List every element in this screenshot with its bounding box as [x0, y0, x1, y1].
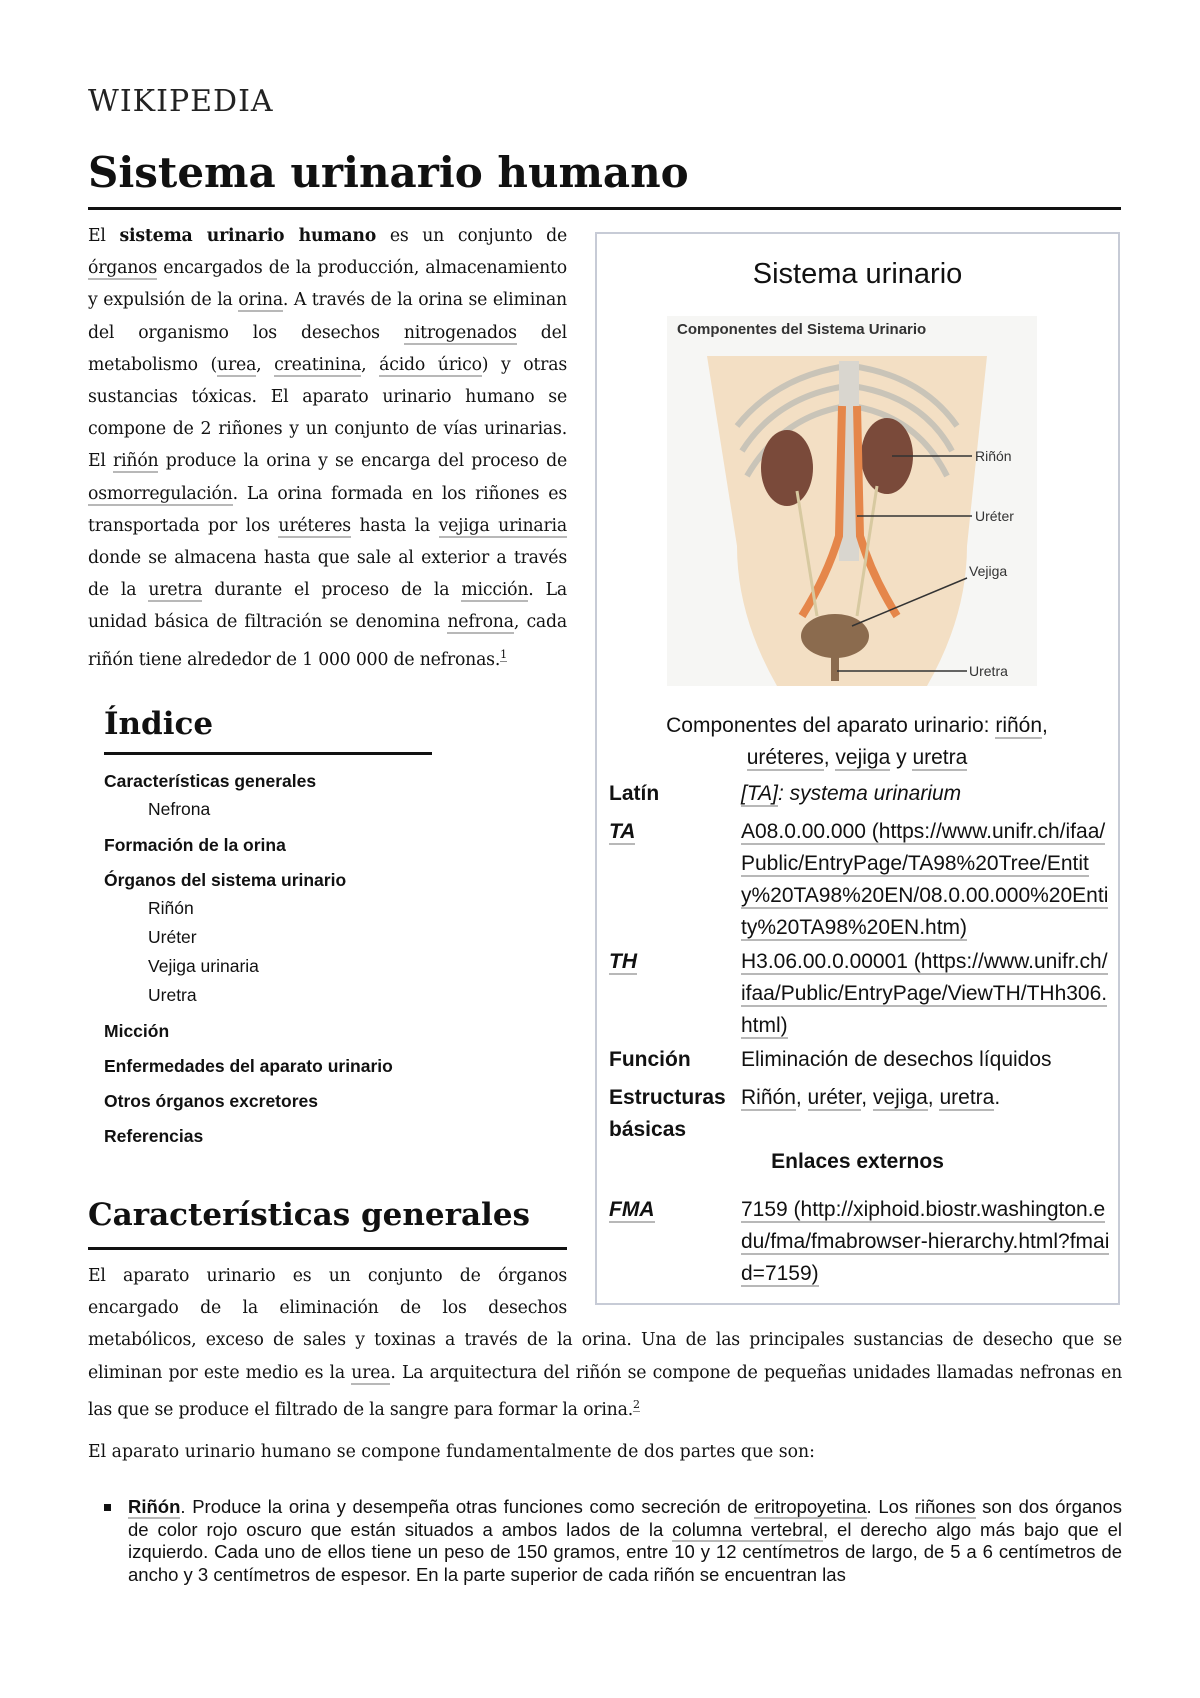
list-item: Riñón. Produce la orina y desempeña otras funciones como secreción de eritropoyetina. Los riñones son dos órganos de color rojo oscuro que están situados a ambos lados de la columna vertebral, el derecho algo más bajo que el izquierdo. Cada uno de ellos tiene un peso de 150 gramos, entre 10 y 12 centímetros de largo, de 5 a 6 centímetros de ancho y 3 centímetros de espesor. En la parte superior de cada riñón se encuentran las: [104, 1496, 1122, 1586]
caption-link-ureteres[interactable]: uréteres: [746, 746, 824, 769]
link-eritropoyetina[interactable]: eritropoyetina: [754, 1496, 867, 1517]
estr-link-uretra[interactable]: uretra: [939, 1086, 995, 1109]
link-organos[interactable]: órganos: [88, 258, 158, 279]
row-value-latin: [TA]: systema urinarium: [741, 782, 962, 805]
row-value-th[interactable]: H3.06.00.0.00001 (https://www.unifr.ch/ifaa/Public/EntryPage/ViewTH/THh306.html): [741, 950, 1108, 1037]
row-value-ta[interactable]: A08.0.00.000 (https://www.unifr.ch/ifaa/Public/EntryPage/TA98%20Tree/Entity%20TA98%20EN/08.0.00.000%20Entity%20TA98%20EN.htm): [741, 820, 1109, 939]
row-key-funcion: Función: [609, 1048, 691, 1071]
infobox-caption: Componentes del aparato urinario: riñón, uréteres, vejiga y uretra: [666, 714, 1048, 769]
link-miccion[interactable]: micción: [461, 580, 529, 601]
toc-item-vejiga[interactable]: Vejiga urinaria: [148, 956, 259, 976]
label-uretra: Uretra: [969, 663, 1008, 679]
toc-item-nefrona[interactable]: Nefrona: [148, 799, 211, 819]
toc-item-uretra[interactable]: Uretra: [148, 985, 197, 1005]
link-rinon-bold[interactable]: Riñón: [128, 1496, 181, 1517]
link-rinones[interactable]: riñones: [914, 1496, 976, 1517]
row-key-latin: Latín: [609, 782, 660, 805]
caption-link-uretra[interactable]: uretra: [912, 746, 968, 769]
link-vejiga-urinaria[interactable]: vejiga urinaria: [438, 515, 567, 536]
label-vejiga: Vejiga: [969, 563, 1008, 579]
reference-2[interactable]: 2: [633, 1397, 640, 1411]
toc-item-ureter[interactable]: Uréter: [148, 927, 197, 947]
label-rinon: Riñón: [975, 448, 1012, 464]
link-columna-vertebral[interactable]: columna vertebral: [672, 1518, 823, 1540]
toc-item-otros-organos[interactable]: Otros órganos excretores: [104, 1091, 318, 1111]
row-value-fma[interactable]: 7159 (http://xiphoid.biostr.washington.edu/fma/fmabrowser-hierarchy.html?fmaid=7159): [741, 1198, 1110, 1285]
row-key-ta[interactable]: TA: [609, 820, 636, 843]
link-urea[interactable]: urea: [217, 354, 257, 375]
estr-link-rinon[interactable]: Riñón: [741, 1086, 796, 1109]
infobox-external-links-heading: Enlaces externos: [771, 1150, 944, 1173]
page-title: Sistema urinario humano: [88, 148, 689, 197]
row-value-funcion: Eliminación de desechos líquidos: [741, 1048, 1052, 1071]
toc-item-organos[interactable]: Órganos del sistema urinario: [104, 870, 347, 890]
link-urea-2[interactable]: urea: [351, 1362, 391, 1383]
toc-item-rinon[interactable]: Riñón: [148, 898, 194, 918]
label-ureter: Uréter: [975, 508, 1014, 524]
link-nefrona[interactable]: nefrona: [447, 612, 514, 633]
lead-paragraph: El sistema urinario humano es un conjunto de órganos encargados de la producción, almacenamiento y expulsión de la orina. A través de la orina se eliminan del organismo los desechos nitrogenados del metabolismo (urea, creatinina, ácido úrico) y otras sustancias tóxicas. El aparato urinario humano se compone de 2 riñones y un conjunto de vías urinarias. El riñón produce la orina y se encarga del proceso de osmorregulación. La orina formada en los riñones es transportada por los uréteres hasta la vejiga urinaria donde se almacena hasta que sale al exterior a través de la uretra durante el proceso de la micción. La unidad básica de filtración se denomina nefrona, cada riñón tiene alrededor de 1 000 000 de nefronas.$^1$: [88, 226, 568, 670]
section-paragraph-1: El aparato urinario es un conjunto de órganos encargado de la eliminación de los desechos metabólicos, exceso de sales y toxinas a través de la orina. Una de las principales sustancias de desecho que se eliminan por este medio es la urea. La arquitectura del riñón se compone de pequeñas unidades llamadas nefronas en las que se produce el filtrado de la sangre para formar la orina.$^2$: [88, 1266, 1122, 1420]
caption-link-vejiga[interactable]: vejiga: [835, 746, 891, 769]
link-uretra[interactable]: uretra: [148, 580, 203, 601]
link-rinon[interactable]: riñón: [113, 451, 159, 472]
table-of-contents: [104, 706, 434, 1150]
toc-divider: [104, 752, 432, 755]
caption-link-rinon[interactable]: riñón: [995, 714, 1043, 737]
toc-heading: Índice: [104, 706, 214, 742]
link-orina[interactable]: orina: [238, 290, 283, 311]
diagram-heading: Componentes del Sistema Urinario: [677, 321, 927, 338]
infobox: [595, 232, 1120, 1305]
toc-item-referencias[interactable]: Referencias: [104, 1126, 204, 1146]
bullet-icon: [104, 1504, 111, 1511]
link-ta[interactable]: [TA]: [741, 782, 778, 805]
toc-item-enfermedades[interactable]: Enfermedades del aparato urinario: [104, 1056, 393, 1076]
lead-bold-term: sistema urinario humano: [119, 226, 377, 246]
toc-item-miccion[interactable]: Micción: [104, 1021, 170, 1041]
section-heading-caracteristicas: Características generales: [88, 1197, 530, 1233]
link-nitrogenados[interactable]: nitrogenados: [403, 322, 517, 343]
link-creatinina[interactable]: creatinina: [274, 354, 362, 375]
link-osmorregulacion[interactable]: osmorregulación: [88, 483, 233, 504]
toc-item-formacion[interactable]: Formación de la orina: [104, 835, 286, 855]
reference-1[interactable]: 1: [500, 647, 507, 661]
link-acido-urico[interactable]: ácido úrico: [379, 354, 482, 375]
title-divider: [88, 207, 1121, 210]
row-key-estructuras: Estructuras básicas: [609, 1086, 726, 1141]
row-value-estructuras: Riñón, uréter, vejiga, uretra.: [741, 1086, 1001, 1109]
link-ureteres[interactable]: uréteres: [278, 515, 351, 536]
infobox-title: Sistema urinario: [752, 258, 963, 290]
estr-link-ureter[interactable]: uréter: [807, 1086, 862, 1109]
row-key-th[interactable]: TH: [609, 950, 637, 973]
row-key-fma[interactable]: FMA: [609, 1198, 655, 1221]
section-divider: [88, 1247, 567, 1250]
section-paragraph-2: El aparato urinario humano se compone fundamentalmente de dos partes que son:: [88, 1442, 815, 1462]
urinary-system-diagram[interactable]: [667, 316, 1037, 686]
wikipedia-wordmark[interactable]: WIKIPEDIA: [88, 84, 274, 119]
estr-link-vejiga[interactable]: vejiga: [872, 1086, 928, 1109]
toc-item-caracteristicas[interactable]: Características generales: [104, 771, 317, 791]
